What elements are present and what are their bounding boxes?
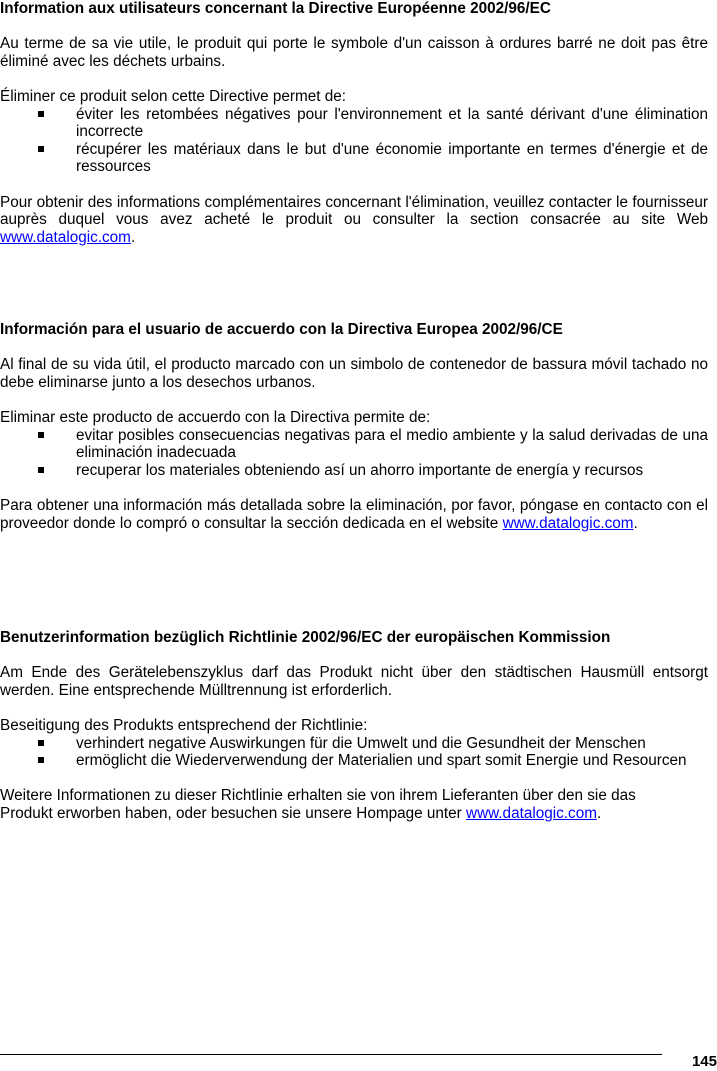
bullet-icon	[38, 146, 44, 152]
page-number: 145	[691, 1053, 717, 1070]
spanish-paragraph: Al final de su vida útil, el producto marcado con un simbolo de contenedor de bassura móvil tachado no debe eliminarse junto a los desechos urbanos.	[0, 356, 708, 391]
german-heading: Benutzerinformation bezüglich Richtlinie 2002/96/EC der europäischen Kommission	[0, 629, 611, 646]
german-list-intro: Beseitigung des Produkts entsprechend der Richtlinie:	[0, 716, 368, 734]
footer-divider	[0, 1054, 662, 1055]
closing-period: .	[130, 228, 136, 246]
spanish-list-intro: Eliminar este producto de accuerdo con la Directiva permite de:	[0, 408, 431, 426]
list-item	[0, 752, 708, 770]
french-list-intro: Éliminer ce produit selon cette Directive permet de:	[0, 87, 347, 105]
list-item-text: ermöglicht die Wiederverwendung der Materialien und spart somit Energie und Resourcen	[76, 752, 687, 770]
list-item-text: evitar posibles consecuencias negativas para el medio ambiente y la salud derivadas de una eliminación inadecuada	[76, 426, 708, 462]
list-item-text: recuperar los materiales obteniendo así un ahorro importante de energía y recursos	[76, 461, 644, 479]
list-item-text: éviter les retombées négatives pour l'environnement et la santé dérivant d'une élimination incorrecte	[76, 105, 708, 141]
list-item	[0, 462, 708, 480]
spanish-closing-text: Para obtener una información más detallada sobre la eliminación, por favor, póngase en contacto con el proveedor donde lo compró o consultar la sección dedicada en el website	[0, 496, 708, 532]
german-bullet-list	[0, 735, 708, 770]
french-closing	[0, 194, 708, 247]
french-paragraph: Au terme de sa vie utile, le produit qui porte le symbole d'un caisson à ordures barré ne doit pas être éliminé avec les déchets urbains.	[0, 35, 708, 70]
spanish-closing	[0, 497, 708, 532]
bullet-icon	[38, 111, 44, 117]
german-closing-text: Produkt erworben haben, oder besuchen sie unsere Hompage unter	[0, 804, 467, 822]
list-item	[0, 141, 708, 176]
closing-period: .	[633, 514, 638, 532]
list-item	[0, 106, 708, 141]
section-french	[0, 0, 708, 246]
list-item	[0, 735, 708, 753]
list-item-text: verhindert negative Auswirkungen für die Umwelt und die Gesundheit der Menschen	[76, 734, 646, 752]
section-spanish	[0, 321, 708, 532]
bullet-icon	[38, 740, 44, 746]
german-closing-line1: Weitere Informationen zu dieser Richtlinie erhalten sie von ihrem Lieferanten über den sie das	[0, 787, 636, 805]
bullet-icon	[38, 432, 44, 438]
french-bullet-list	[0, 106, 708, 176]
datalogic-link[interactable]: www.datalogic.com	[502, 514, 634, 532]
french-heading: Information aux utilisateurs concernant la Directive Européenne 2002/96/EC	[0, 0, 551, 17]
list-item	[0, 427, 708, 462]
closing-period: .	[596, 804, 602, 822]
spanish-heading: Información para el usuario de accuerdo con la Directiva Europea 2002/96/CE	[0, 321, 563, 338]
german-paragraph: Am Ende des Gerätelebenszyklus darf das Produkt nicht über den städtischen Hausmüll entsorgt werden. Eine entsprechende Mülltrennung ist erforderlich.	[0, 664, 708, 699]
bullet-icon	[38, 467, 44, 473]
list-item-text: récupérer les matériaux dans le but d'une économie importante en termes d'énergie et de ressources	[76, 140, 708, 176]
spanish-bullet-list	[0, 427, 708, 480]
bullet-icon	[38, 757, 44, 763]
french-closing-text: Pour obtenir des informations complémentaires concernant l'élimination, veuillez contacter le fournisseur auprès duquel vous avez acheté le produit ou consulter la section consacrée au site Web	[0, 193, 708, 229]
section-german	[0, 629, 708, 823]
datalogic-link[interactable]: www.datalogic.com	[0, 228, 131, 246]
german-closing	[0, 787, 708, 822]
datalogic-link[interactable]: www.datalogic.com	[466, 804, 597, 822]
